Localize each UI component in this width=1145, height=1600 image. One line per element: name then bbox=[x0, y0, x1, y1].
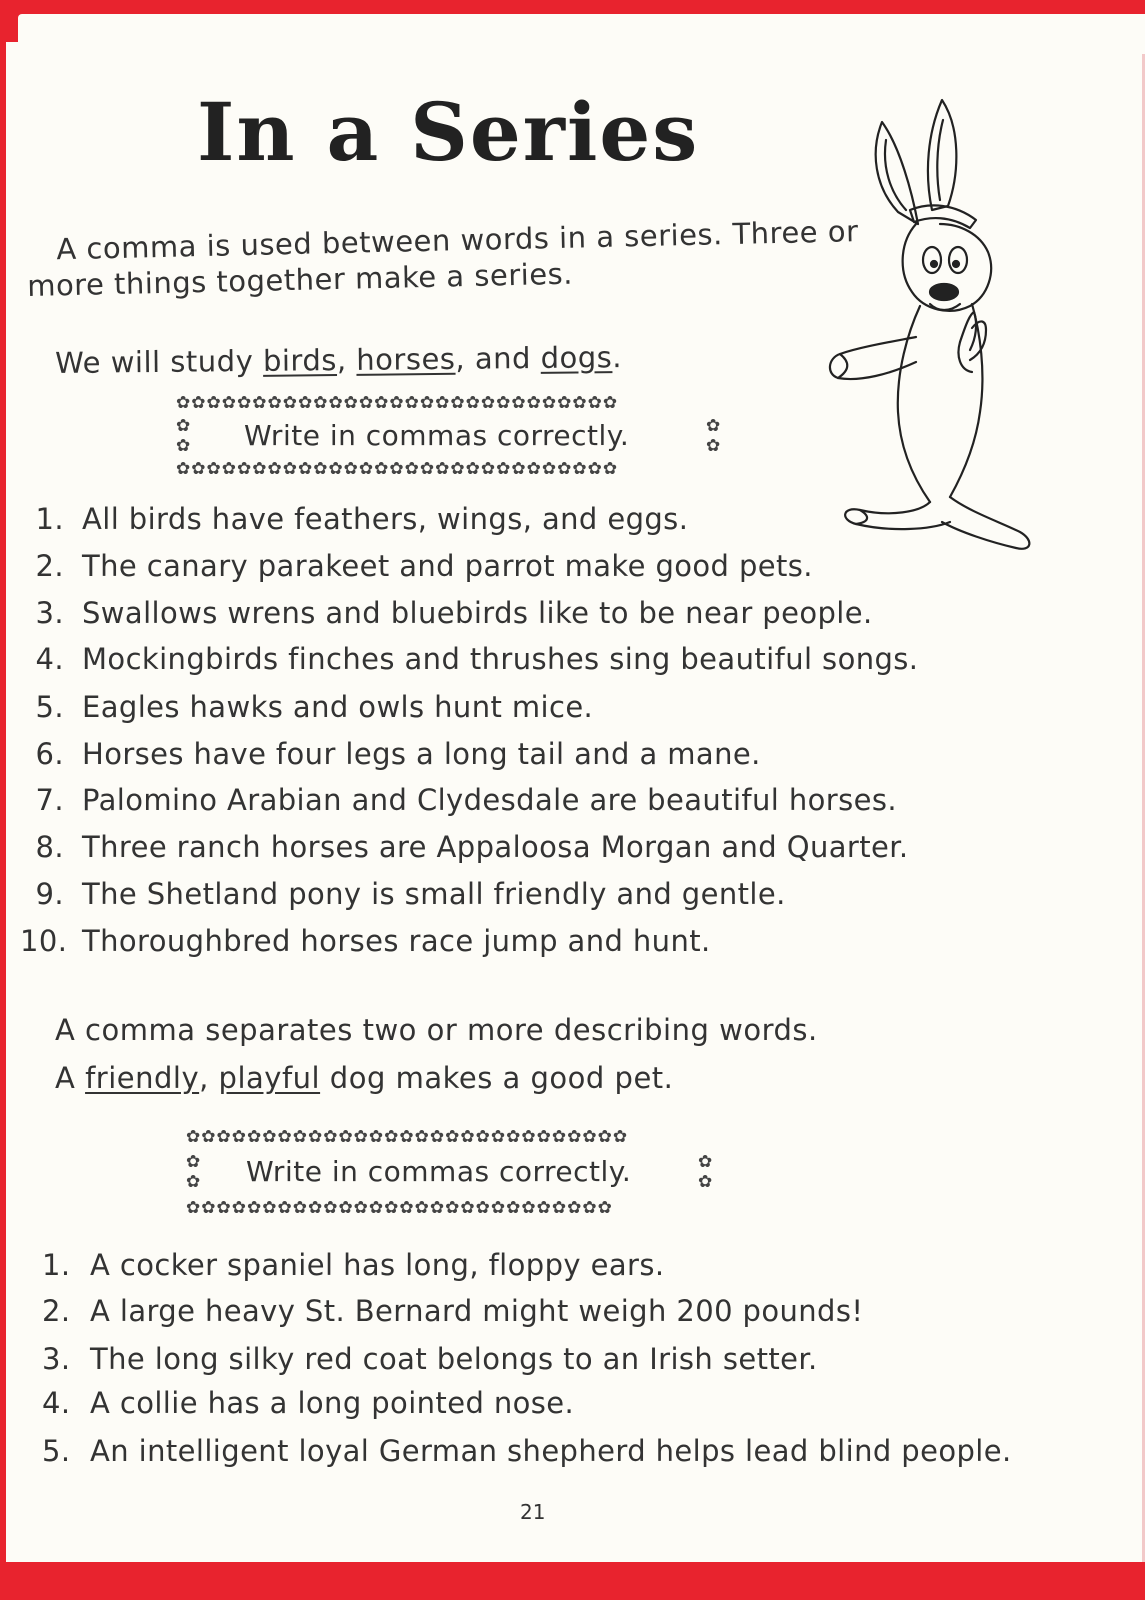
list-item-number: 3. bbox=[35, 596, 64, 630]
list-item-text: Mockingbirds finches and thrushes sing beautiful songs. bbox=[82, 642, 919, 676]
page-border-left bbox=[0, 0, 6, 1600]
page-title: In a Series bbox=[197, 85, 700, 179]
list-item-number: 6. bbox=[35, 737, 64, 771]
list-item-number: 5. bbox=[42, 1434, 71, 1468]
example-separator: , and bbox=[455, 340, 541, 376]
example-underlined-word: dogs bbox=[540, 340, 613, 375]
list-item-number: 4. bbox=[42, 1386, 71, 1420]
instruction-box bbox=[176, 393, 731, 488]
rule-series bbox=[26, 212, 927, 305]
list-item-number: 2. bbox=[35, 549, 64, 583]
list-item-number: 2. bbox=[42, 1294, 71, 1328]
list-item-text: The long silky red coat belongs to an Irish setter. bbox=[90, 1342, 818, 1376]
example-prefix: A bbox=[55, 1061, 86, 1095]
flower-border-icon: ✿ bbox=[186, 1152, 202, 1172]
page-border-top-inner bbox=[18, 14, 1145, 54]
list-item-text: Eagles hawks and owls hunt mice. bbox=[82, 690, 594, 724]
example-suffix: . bbox=[612, 340, 623, 375]
list-item-text: Thoroughbred horses race jump and hunt. bbox=[82, 924, 711, 958]
rule-describing-words: A comma separates two or more describing words. bbox=[55, 1013, 818, 1047]
example-underlined-word: friendly bbox=[85, 1061, 200, 1095]
list-item-number: 1. bbox=[42, 1248, 71, 1282]
flower-border-icon: ✿✿✿✿✿✿✿✿✿✿✿✿✿✿✿✿✿✿✿✿✿✿✿✿✿✿✿✿ bbox=[186, 1198, 613, 1218]
rule-series-line2: more things together make a series. bbox=[26, 256, 574, 304]
list-item-number: 3. bbox=[42, 1342, 71, 1376]
list-item-text: An intelligent loyal German shepherd helps lead blind people. bbox=[90, 1434, 1012, 1468]
example-prefix: We will study bbox=[55, 343, 264, 380]
flower-border-icon: ✿✿✿✿✿✿✿✿✿✿✿✿✿✿✿✿✿✿✿✿✿✿✿✿✿✿✿✿✿ bbox=[186, 1127, 629, 1147]
instruction-text: Write in commas correctly. bbox=[244, 419, 630, 452]
flower-border-icon: ✿ bbox=[706, 436, 722, 456]
list-item-text: Three ranch horses are Appaloosa Morgan and Quarter. bbox=[82, 830, 909, 864]
page-number: 21 bbox=[520, 1500, 546, 1524]
flower-border-icon: ✿✿✿✿✿✿✿✿✿✿✿✿✿✿✿✿✿✿✿✿✿✿✿✿✿✿✿✿✿ bbox=[176, 393, 619, 413]
example-separator: , bbox=[199, 1061, 219, 1095]
instruction-text: Write in commas correctly. bbox=[246, 1155, 632, 1188]
list-item-number: 8. bbox=[35, 830, 64, 864]
flower-border-icon: ✿ bbox=[698, 1152, 714, 1172]
flower-border-icon: ✿ bbox=[176, 416, 192, 436]
list-item-text: Horses have four legs a long tail and a mane. bbox=[82, 737, 761, 771]
list-item-number: 9. bbox=[35, 877, 64, 911]
list-item-number: 7. bbox=[35, 783, 64, 817]
list-item-text: The Shetland pony is small friendly and gentle. bbox=[82, 877, 786, 911]
example-describing-words bbox=[55, 1060, 673, 1096]
list-item-number: 10. bbox=[20, 924, 68, 958]
flower-border-icon: ✿ bbox=[186, 1172, 202, 1192]
list-item-text: Palomino Arabian and Clydesdale are beautiful horses. bbox=[82, 783, 898, 817]
flower-border-icon: ✿✿✿✿✿✿✿✿✿✿✿✿✿✿✿✿✿✿✿✿✿✿✿✿✿✿✿✿✿ bbox=[176, 459, 619, 479]
example-series bbox=[55, 339, 622, 381]
flower-border-icon: ✿ bbox=[176, 436, 192, 456]
list-item-number: 5. bbox=[35, 690, 64, 724]
list-item-text: The canary parakeet and parrot make good pets. bbox=[82, 549, 813, 583]
list-item-text: Swallows wrens and bluebirds like to be near people. bbox=[82, 596, 873, 630]
example-underlined-word: birds bbox=[262, 343, 338, 378]
list-item-number: 4. bbox=[35, 642, 64, 676]
flower-border-icon: ✿ bbox=[706, 416, 722, 436]
page-border-bottom bbox=[0, 1562, 1145, 1600]
rule-series-line1: A comma is used between words in a series. Three or bbox=[56, 214, 859, 267]
list-item-number: 1. bbox=[35, 502, 64, 536]
example-separator: , bbox=[336, 342, 357, 378]
rabbit-illustration bbox=[820, 92, 1045, 562]
example-underlined-word: horses bbox=[356, 341, 456, 377]
list-item-text: All birds have feathers, wings, and eggs. bbox=[82, 502, 689, 536]
list-item-text: A cocker spaniel has long, floppy ears. bbox=[90, 1248, 665, 1282]
list-item-text: A collie has a long pointed nose. bbox=[90, 1386, 575, 1420]
list-item-text: A large heavy St. Bernard might weigh 200 pounds! bbox=[90, 1294, 864, 1328]
example-underlined-word: playful bbox=[218, 1061, 321, 1095]
flower-border-icon: ✿ bbox=[698, 1172, 714, 1192]
example-suffix: dog makes a good pet. bbox=[320, 1061, 674, 1095]
instruction-box bbox=[186, 1127, 731, 1222]
